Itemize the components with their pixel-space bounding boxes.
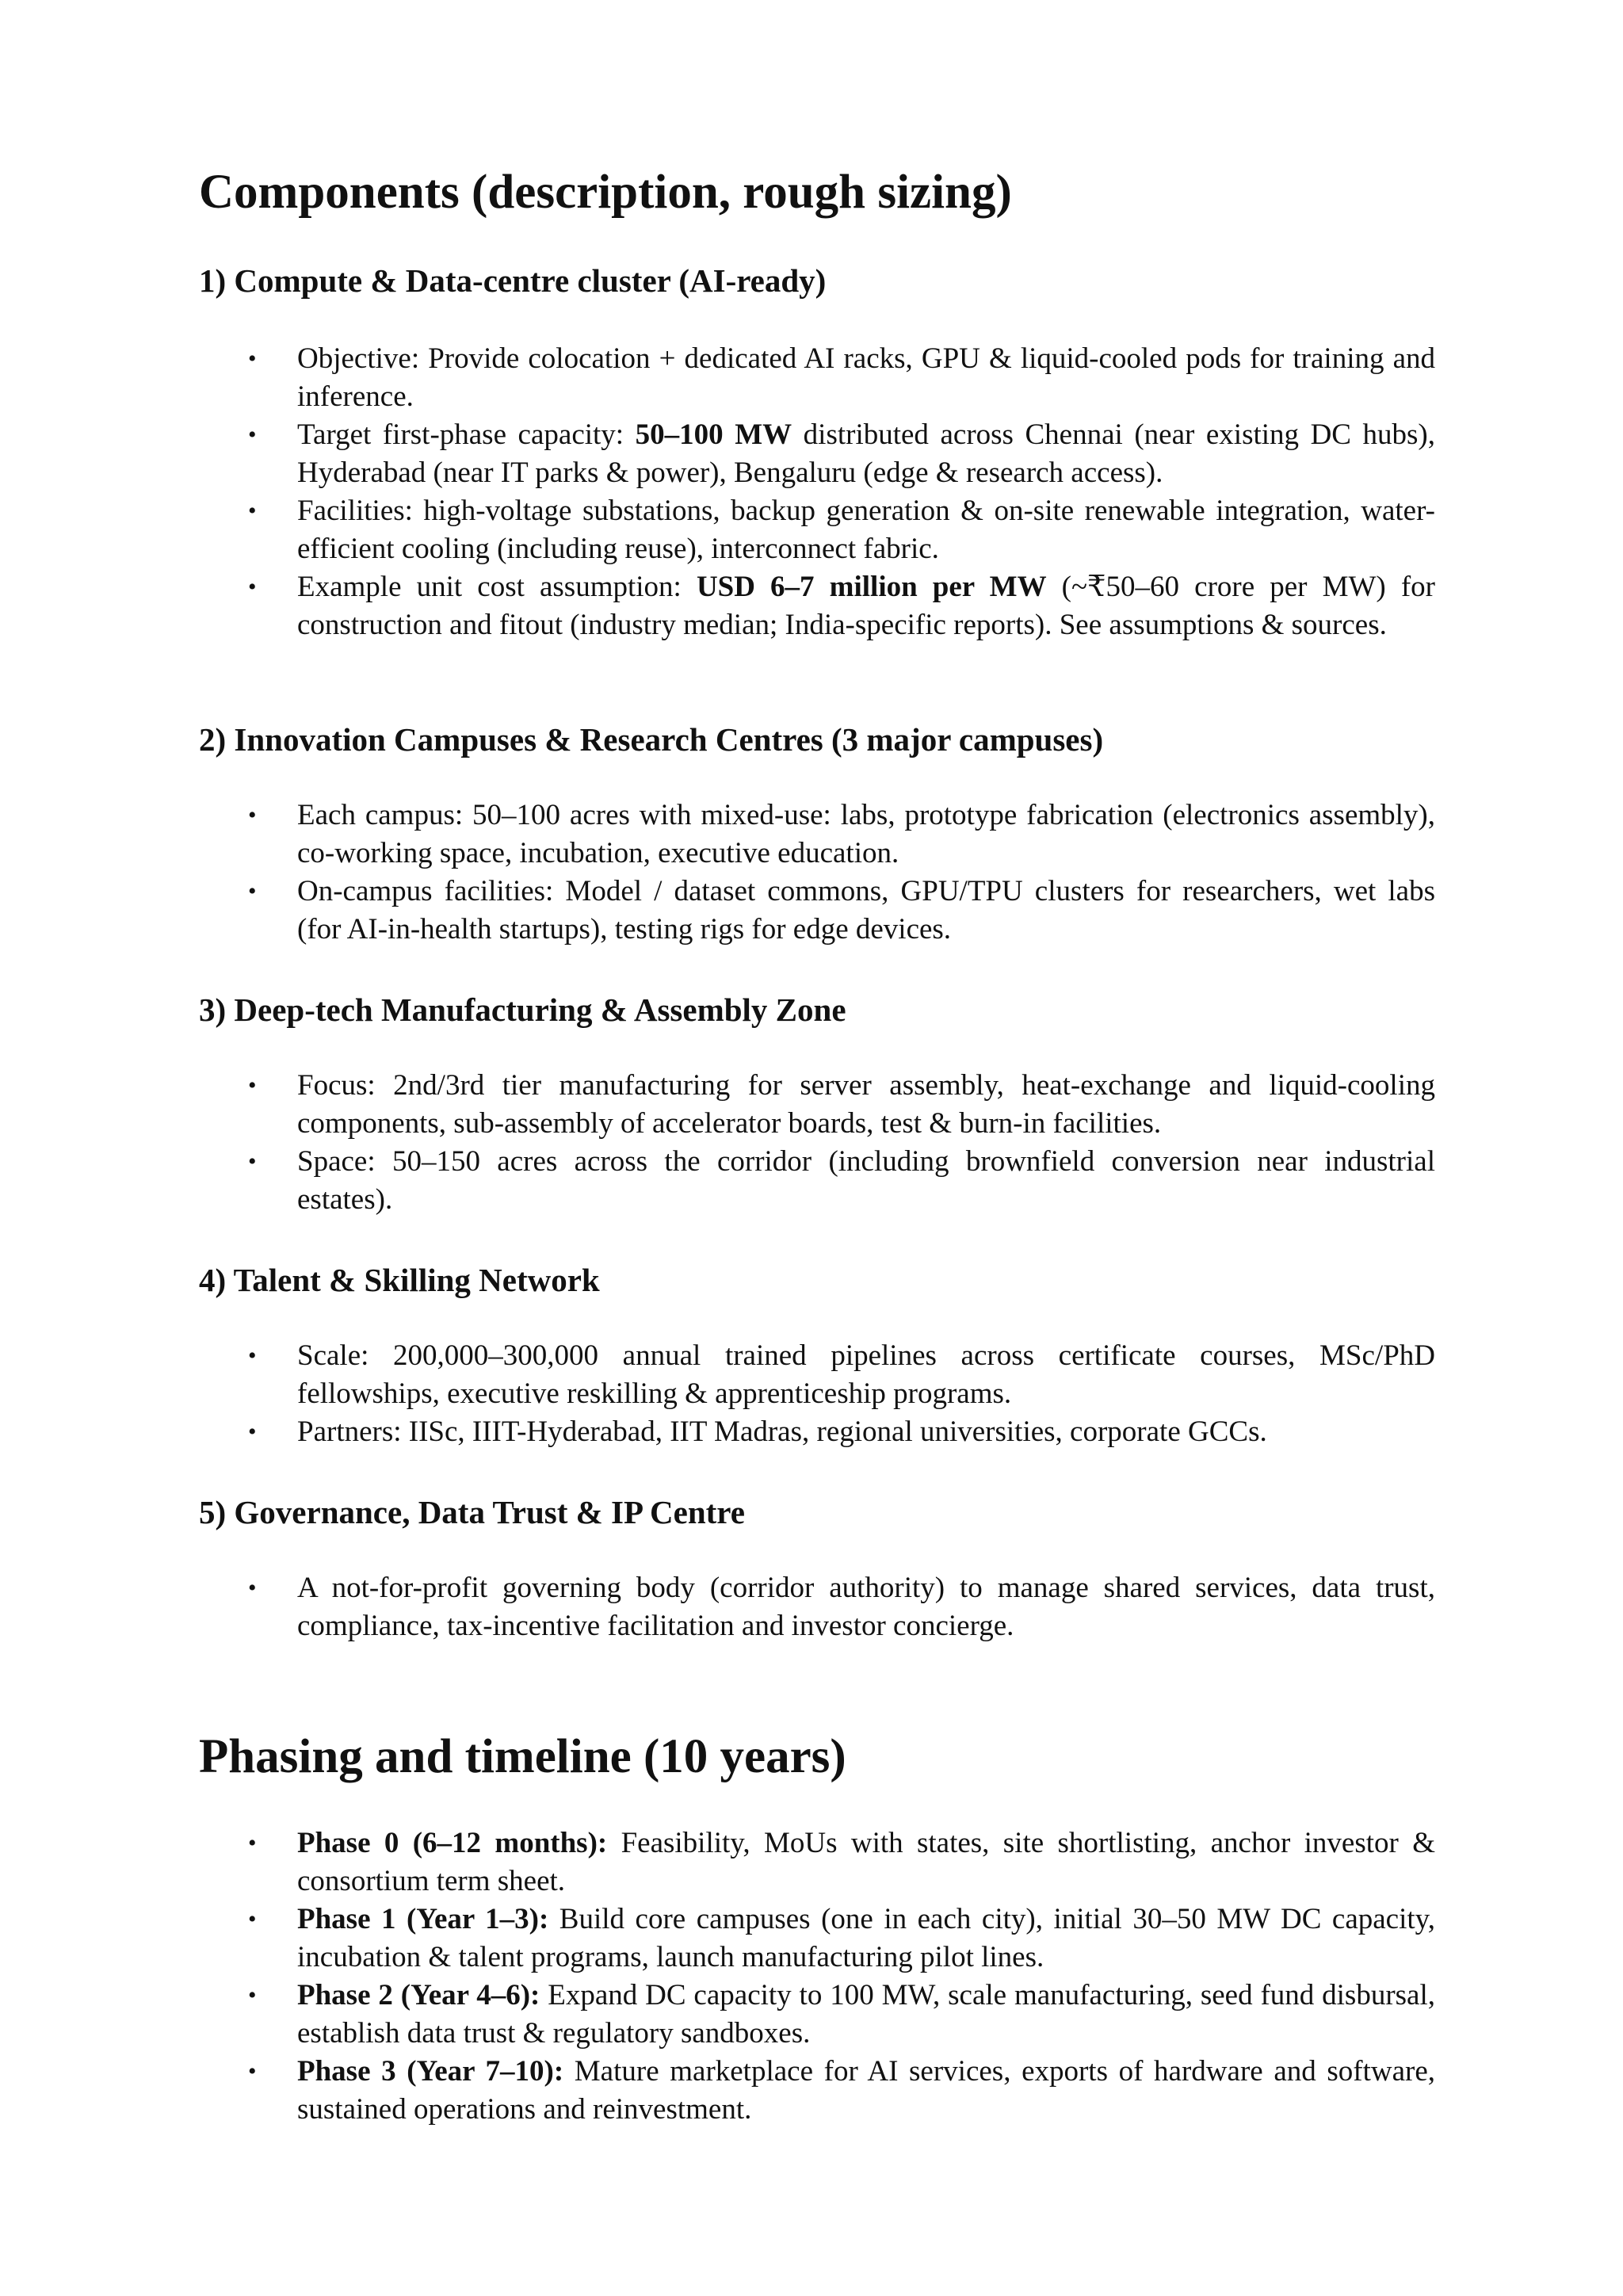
cost-emphasis: USD 6–7 million per MW	[696, 571, 1047, 603]
section-1-list	[199, 340, 1435, 644]
phasing-heading: Phasing and timeline (10 years)	[199, 1730, 846, 1783]
list-item: • Each campus: 50–100 acres with mixed-use: labs, prototype fabrication (electronics assembly), co-working space, incubation, executive education.	[199, 797, 1435, 873]
bullet-icon: •	[248, 1343, 257, 1369]
bullet-icon: •	[248, 1148, 257, 1175]
list-item: • A not-for-profit governing body (corridor authority) to manage shared services, data trust, compliance, tax-incentive facilitation and investor concierge.	[199, 1569, 1435, 1645]
bullet-icon: •	[248, 498, 257, 524]
list-item: • Scale: 200,000–300,000 annual trained pipelines across certificate courses, MSc/PhD fellowships, executive reskilling & apprenticeship programs.	[199, 1337, 1435, 1413]
list-item: • Objective: Provide colocation + dedicated AI racks, GPU & liquid-cooled pods for training and inference.	[199, 340, 1435, 416]
phase-label: Phase 1 (Year 1–3):	[297, 1903, 549, 1935]
list-item: • Partners: IISc, IIIT-Hyderabad, IIT Madras, regional universities, corporate GCCs.	[199, 1413, 1435, 1451]
bullet-icon: •	[248, 878, 257, 904]
section-5-title: 5) Governance, Data Trust & IP Centre	[199, 1494, 745, 1530]
list-item: • Phase 0 (6–12 months): Feasibility, MoUs with states, site shortlisting, anchor investor & consortium term sheet.	[199, 1824, 1435, 1901]
list-item: • Facilities: high-voltage substations, backup generation & on-site renewable integration, water-efficient cooling (including reuse), interconnect fabric.	[199, 492, 1435, 568]
list-item: • Example unit cost assumption: USD 6–7 million per MW (~₹50–60 crore per MW) for construction and fitout (industry median; India-specific reports). See assumptions & sources.	[199, 568, 1435, 644]
list-item: • Target first-phase capacity: 50–100 MW distributed across Chennai (near existing DC hubs), Hyderabad (near IT parks & power), Bengaluru (edge & research access).	[199, 416, 1435, 492]
bullet-icon: •	[248, 1830, 257, 1856]
bullet-icon: •	[248, 1575, 257, 1601]
list-item: • Focus: 2nd/3rd tier manufacturing for server assembly, heat-exchange and liquid-cooling components, sub-assembly of accelerator boards, test & burn-in facilities.	[199, 1067, 1435, 1143]
list-item: • On-campus facilities: Model / dataset commons, GPU/TPU clusters for researchers, wet labs (for AI-in-health startups), testing rigs for edge devices.	[199, 873, 1435, 949]
list-item: • Phase 3 (Year 7–10): Mature marketplace for AI services, exports of hardware and software, sustained operations and reinvestment.	[199, 2053, 1435, 2129]
bullet-icon: •	[248, 1419, 257, 1445]
list-item: • Phase 1 (Year 1–3): Build core campuses (one in each city), initial 30–50 MW DC capacity, incubation & talent programs, launch manufacturing pilot lines.	[199, 1901, 1435, 1977]
bullet-icon: •	[248, 346, 257, 372]
bullet-icon: •	[248, 802, 257, 828]
bullet-icon: •	[248, 1906, 257, 1932]
section-3-list	[199, 1067, 1435, 1219]
bullet-icon: •	[248, 1072, 257, 1098]
phase-label: Phase 0 (6–12 months):	[297, 1827, 608, 1859]
section-2-title: 2) Innovation Campuses & Research Centres (3 major campuses)	[199, 721, 1104, 758]
bullet-icon: •	[248, 422, 257, 448]
section-5-list	[199, 1569, 1435, 1645]
section-2-list	[199, 797, 1435, 949]
section-4-title: 4) Talent & Skilling Network	[199, 1262, 600, 1298]
phase-label: Phase 2 (Year 4–6):	[297, 1979, 540, 2011]
phasing-list	[199, 1824, 1435, 2129]
list-item: • Phase 2 (Year 4–6): Expand DC capacity to 100 MW, scale manufacturing, seed fund disbursal, establish data trust & regulatory sandboxes.	[199, 1977, 1435, 2053]
section-3-title: 3) Deep-tech Manufacturing & Assembly Zone	[199, 991, 846, 1028]
phase-label: Phase 3 (Year 7–10):	[297, 2055, 564, 2088]
section-1-title: 1) Compute & Data-centre cluster (AI-ready)	[199, 262, 827, 299]
capacity-emphasis: 50–100 MW	[635, 418, 792, 451]
components-heading: Components (description, rough sizing)	[199, 166, 1012, 219]
bullet-icon: •	[248, 1982, 257, 2008]
section-4-list	[199, 1337, 1435, 1451]
bullet-icon: •	[248, 2058, 257, 2084]
bullet-icon: •	[248, 574, 257, 600]
list-item: • Space: 50–150 acres across the corridor (including brownfield conversion near industrial estates).	[199, 1143, 1435, 1219]
